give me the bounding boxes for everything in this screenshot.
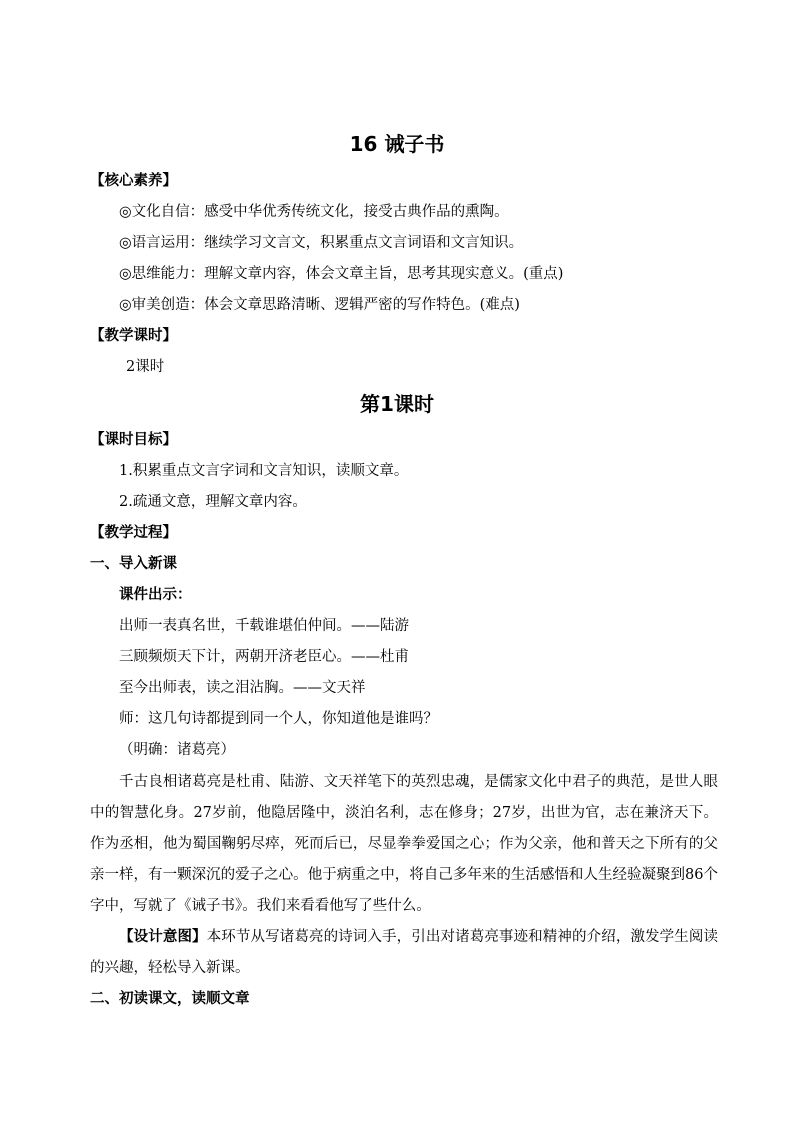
lesson1-title: 第1课时 (360, 392, 434, 416)
poem-line: 出师一表真名世，千载谁堪伯仲间。——陆游 (119, 618, 409, 634)
core-literacy-item: ◎思维能力：理解文章内容，体会文章主旨，思考其现实意义。(重点) (119, 266, 564, 282)
core-literacy-item: ◎审美创造：体会文章思路清晰、逻辑严密的写作特色。(难点) (119, 297, 520, 313)
goal-item: 1.积累重点文言字词和文言知识，读顺文章。 (119, 463, 409, 479)
goal-item: 2.疏通文意，理解文章内容。 (119, 494, 307, 510)
intro-paragraph: 千古良相诸葛亮是杜甫、陆游、文天祥笔下的英烈忠魂，是儒家文化中君子的典范，是世人眼中的智慧化身。27岁前，他隐居隆中，淡泊名利，志在修身；27岁，出世为官，志在兼济天下。作为丞相，他为蜀国鞠躬尽瘁，死而后已，尽显拳拳爱国之心；作为父亲，他和普天之下所有的父亲一样，有一颗深沉的爱子之心。他于病重之中，将自己多年来的生活感悟和人生经验凝聚到86个字中，写就了《诫子书》。我们来看看他写了些什么。 (90, 774, 718, 914)
section2-heading: 二、初读课文，读顺文章 (90, 991, 250, 1007)
poem-line: 至今出师表，读之泪沾胸。——文天祥 (119, 680, 366, 696)
process-heading: 【教学过程】 (90, 525, 177, 541)
design-intent-paragraph (90, 922, 718, 984)
core-literacy-item: ◎语言运用：继续学习文言文，积累重点文言词语和文言知识。 (119, 235, 524, 251)
poem-line: 三顾频烦天下计，两朝开济老臣心。——杜甫 (119, 649, 409, 665)
class-hours-heading: 【教学课时】 (90, 328, 177, 344)
answer: （明确：诸葛亮） (119, 742, 235, 758)
core-literacy-item: ◎文化自信：感受中华优秀传统文化，接受古典作品的熏陶。 (119, 204, 509, 220)
core-literacy-heading: 【核心素养】 (90, 173, 177, 189)
lesson-title: 16 诫子书 (349, 132, 445, 156)
courseware-label: 课件出示： (119, 587, 192, 603)
design-intent-text: 本环节从写诸葛亮的诗词入手，引出对诸葛亮事迹和精神的介绍，激发学生阅读的兴趣，轻松导入新课。 (90, 929, 719, 976)
teacher-question: 师：这几句诗都提到同一个人，你知道他是谁吗？ (119, 711, 438, 727)
design-intent-label: 【设计意图】 (119, 929, 207, 945)
goals-heading: 【课时目标】 (90, 432, 177, 448)
class-hours-value: 2课时 (126, 359, 165, 375)
section1-heading: 一、导入新课 (90, 556, 177, 572)
